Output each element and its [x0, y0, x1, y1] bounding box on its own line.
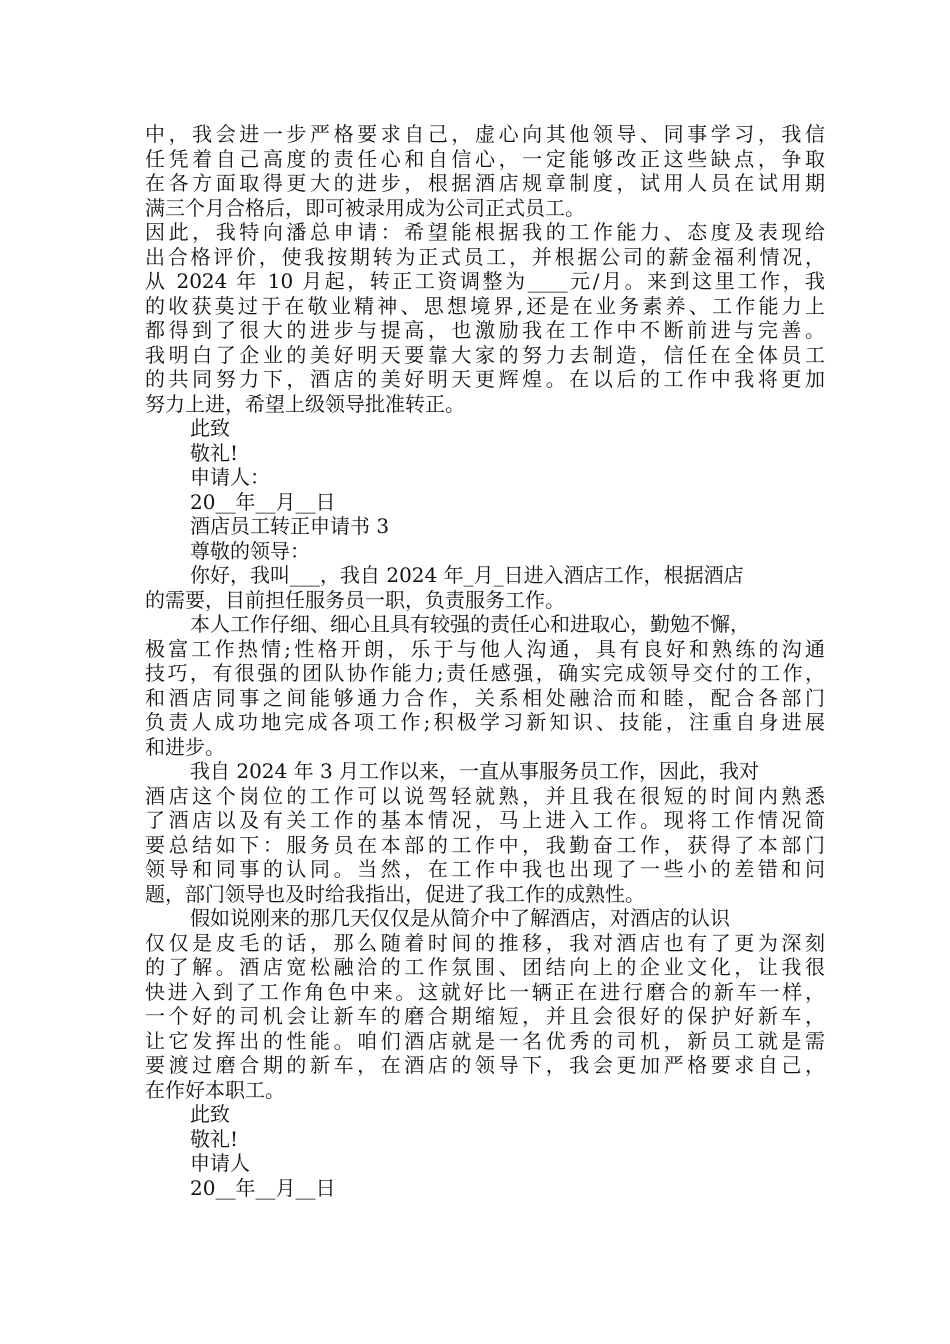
- text-line: 仅仅是皮毛的话，那么随着时间的推移，我对酒店也有了更为深刻: [145, 930, 825, 955]
- text-line: 负责人成功地完成各项工作;积极学习新知识、技能，注重自身进展: [145, 710, 825, 734]
- text-line: 都得到了很大的进步与提高，也激励我在工作中不断前进与完善。: [145, 318, 825, 342]
- text-line: 在作好本职工。: [145, 1077, 285, 1102]
- text-line: 在各方面取得更大的进步，根据酒店规章制度，试用人员在试用期: [145, 171, 825, 195]
- text-line: 要渡过磨合期的新车，在酒店的领导下，我会更加严格要求自己，: [145, 1053, 825, 1077]
- document-body: [145, 122, 825, 1200]
- text-line: 满三个月合格后，即可被录用成为公司正式员工。: [145, 195, 585, 220]
- text-line: 敬礼!: [190, 1126, 239, 1151]
- text-line: 申请人: [190, 1151, 250, 1175]
- text-line: 领导和同事的认同。当然，在工作中我也出现了一些小的差错和问: [145, 857, 825, 881]
- text-line: 酒店这个岗位的工作可以说驾轻就熟，并且我在很短的时间内熟悉: [145, 783, 825, 808]
- text-line: 此致: [190, 416, 230, 440]
- text-line: 题，部门领导也及时给我指出，促进了我工作的成熟性。: [145, 881, 645, 906]
- text-line: 的需要，目前担任服务员一职，负责服务工作。: [145, 587, 565, 612]
- text-line: 一个好的司机会让新车的磨合期缩短，并且会很好的保护好新车，: [145, 1004, 825, 1028]
- text-line: 你好，我叫___，我自 2024 年_月_日进入酒店工作，根据酒店: [190, 563, 744, 587]
- text-line: 我明白了企业的美好明天要靠大家的努力去制造，信任在全体员工: [145, 342, 825, 367]
- text-line: 极富工作热情;性格开朗，乐于与他人沟通，具有良好和熟练的沟通: [145, 636, 825, 661]
- text-line: 了酒店以及有关工作的基本情况，马上进入工作。现将工作情况简: [145, 808, 825, 832]
- text-line: 假如说刚来的那几天仅仅是从简介中了解酒店，对酒店的认识: [190, 906, 730, 930]
- text-line: 努力上进，希望上级领导批准转正。: [145, 391, 465, 416]
- text-line: 的了解。酒店宽松融洽的工作氛围、团结向上的企业文化，让我很: [145, 955, 825, 979]
- text-line: 我自 2024 年 3 月工作以来，一直从事服务员工作，因此，我对: [190, 759, 760, 783]
- text-line: 要总结如下：服务员在本部的工作中，我勤奋工作，获得了本部门: [145, 832, 825, 857]
- text-line: 快进入到了工作角色中来。这就好比一辆正在进行磨合的新车一样，: [145, 979, 825, 1004]
- text-line: 出合格评价，使我按期转为正式员工，并根据公司的薪金福利情况，: [145, 244, 825, 269]
- text-line: 申请人：: [190, 465, 270, 489]
- text-line: 中，我会进一步严格要求自己，虚心向其他领导、同事学习，我信: [145, 122, 825, 146]
- text-line: 本人工作仔细、细心且具有较强的责任心和进取心，勤勉不懈，: [190, 612, 750, 636]
- text-line: 20__年__月__日: [190, 489, 336, 514]
- text-line: 敬礼!: [190, 440, 239, 465]
- text-line: 和酒店同事之间能够通力合作，关系相处融洽而和睦，配合各部门: [145, 685, 825, 710]
- text-line: 酒店员工转正申请书 3: [190, 514, 390, 538]
- text-line: 让它发挥出的性能。咱们酒店就是一名优秀的司机，新员工就是需: [145, 1028, 825, 1053]
- text-line: 的共同努力下，酒店的美好明天更辉煌。在以后的工作中我将更加: [145, 367, 825, 391]
- text-line: 任凭着自己高度的责任心和自信心，一定能够改正这些缺点，争取: [145, 146, 825, 171]
- text-line: 此致: [190, 1102, 230, 1126]
- text-line: 尊敬的领导：: [190, 538, 310, 563]
- text-line: 20__年__月__日: [190, 1175, 336, 1200]
- text-line: 和进步。: [145, 734, 225, 759]
- text-line: 技巧，有很强的团队协作能力;责任感强，确实完成领导交付的工作，: [145, 661, 825, 685]
- text-line: 因此，我特向潘总申请：希望能根据我的工作能力、态度及表现给: [145, 220, 825, 244]
- text-line: 的收获莫过于在敬业精神、思想境界,还是在业务素养、工作能力上: [145, 293, 825, 318]
- text-line: 从 2024 年 10 月起，转正工资调整为____元/月。来到这里工作，我: [145, 269, 825, 293]
